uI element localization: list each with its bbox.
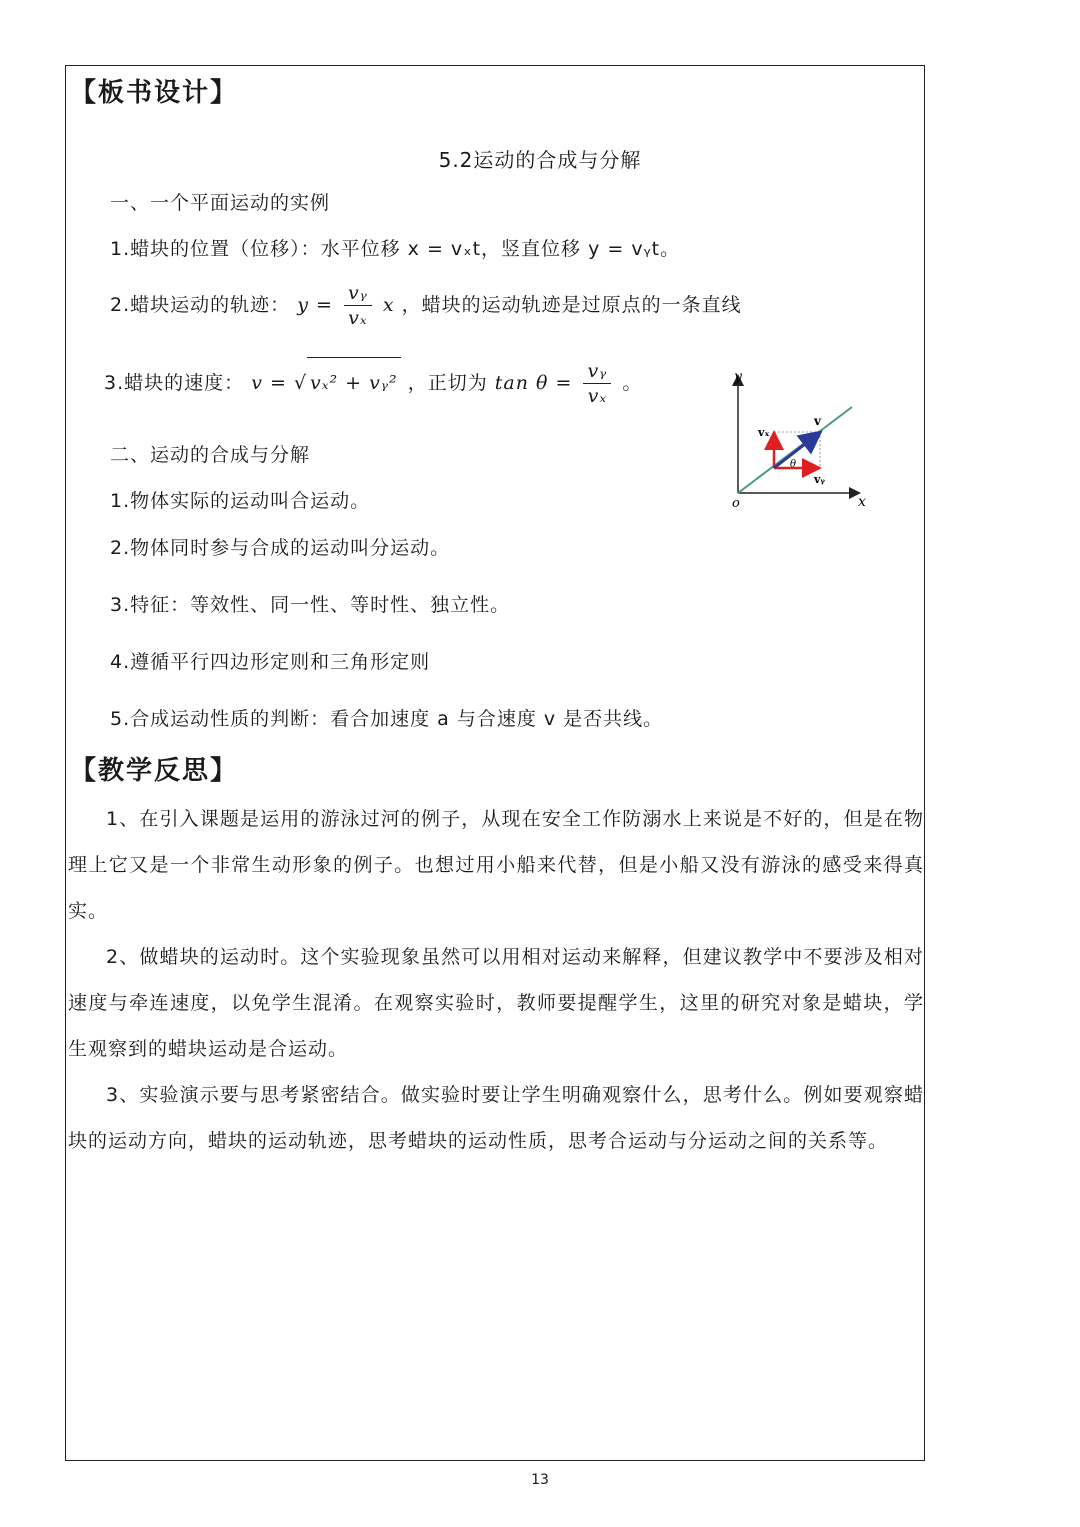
item3-prefix: 3.蜡块的速度： xyxy=(104,372,245,394)
item2-fraction xyxy=(344,281,372,330)
item2-rhs: x xyxy=(382,294,395,316)
origin-label: o xyxy=(732,496,740,511)
part1-heading: 一、一个平面运动的实例 xyxy=(110,192,331,214)
item2-numerator: vᵧ xyxy=(344,281,372,306)
reflection-paragraph-1: 1、在引入课题是运用的游泳过河的例子，从现在安全工作防溺水上来说是不好的，但是在物理上它又是一个非常生动形象的例子。也想过用小船来代替，但是小船又没有游泳的感受来得真实。 xyxy=(68,808,924,922)
theta-label: θ xyxy=(790,459,797,470)
item3-mid: ，正切为 xyxy=(407,372,488,394)
item3-numerator: vᵧ xyxy=(583,359,611,384)
part2-item-4: 4.遵循平行四边形定则和三角形定则 xyxy=(110,651,431,673)
part2-item-1: 1.物体实际的运动叫合运动。 xyxy=(110,490,371,512)
board-item-2 xyxy=(110,280,742,340)
item2-denominator: vₓ xyxy=(348,307,368,329)
part2-heading: 二、运动的合成与分解 xyxy=(110,444,311,466)
part2-item-5: 5.合成运动性质的判断：看合加速度 a 与合速度 v 是否共线。 xyxy=(110,708,664,730)
part2-item-3: 3.特征：等效性、同一性、等时性、独立性。 xyxy=(110,594,511,616)
v-label: v xyxy=(814,414,821,428)
board-design-heading: 【板书设计】 xyxy=(70,78,239,108)
item3-root: vₓ² + vᵧ² xyxy=(307,357,401,408)
reflection-paragraph-3: 3、实验演示要与思考紧密结合。做实验时要让学生明确观察什么，思考什么。例如要观察蜡块的运动方向，蜡块的运动轨迹，思考蜡块的运动性质，思考合运动与分运动之间的关系等。 xyxy=(68,1084,924,1152)
reflection-heading: 【教学反思】 xyxy=(70,756,239,786)
reflection-paragraph-2: 2、做蜡块的运动时。这个实验现象虽然可以用相对运动来解释，但建议教学中不要涉及相对速度与牵连速度，以免学生混淆。在观察实验时，教师要提醒学生，这里的研究对象是蜡块，学生观察到的蜡块运动是合运动。 xyxy=(68,946,924,1060)
vy-label: vᵧ xyxy=(814,473,825,486)
item2-suffix: ，蜡块的运动轨迹是过原点的一条直线 xyxy=(401,294,742,316)
part2-item-2: 2.物体同时参与合成的运动叫分运动。 xyxy=(110,537,451,559)
board-item-1: 1.蜡块的位置（位移）：水平位移 x = vₓt，竖直位移 y = vᵧt。 xyxy=(110,238,681,260)
item2-lhs: y = xyxy=(297,294,333,316)
velocity-diagram xyxy=(720,365,880,515)
vx-label: vₓ xyxy=(758,426,770,439)
sqrt-sign: √ xyxy=(293,372,308,394)
page-number: 13 xyxy=(531,1472,549,1488)
item3-fraction xyxy=(583,359,611,408)
item3-end: 。 xyxy=(622,372,643,394)
item3-lhs: v = xyxy=(251,372,287,394)
lesson-title: 5.2运动的合成与分解 xyxy=(438,148,642,172)
x-axis-label: x xyxy=(858,494,866,510)
y-axis-label: y xyxy=(734,369,742,385)
item3-denominator: vₓ xyxy=(587,385,608,407)
board-item-3 xyxy=(104,357,642,417)
item2-prefix: 2.蜡块运动的轨迹： xyxy=(110,294,291,316)
item3-tan: tan θ = xyxy=(494,372,573,394)
